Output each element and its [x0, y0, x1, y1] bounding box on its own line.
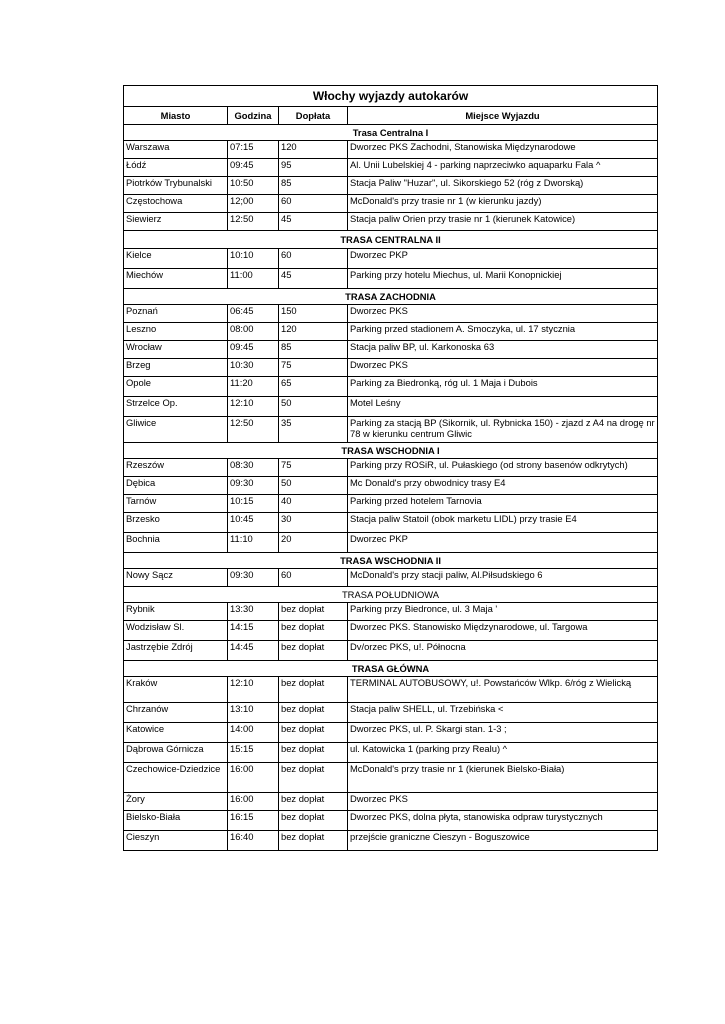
cell-city: Piotrków Trybunalski — [124, 177, 228, 195]
table-row — [124, 477, 658, 495]
cell-time: 12:10 — [228, 397, 279, 417]
cell-city: Miechów — [124, 269, 228, 289]
table-row — [124, 831, 658, 851]
table-row — [124, 513, 658, 533]
section-title: TRASA CENTRALNA II — [124, 231, 658, 249]
cell-departure-place: Dworzec PKS — [348, 305, 658, 323]
cell-time: 13:10 — [228, 703, 279, 723]
table-row — [124, 569, 658, 587]
cell-surcharge: bez dopłat — [279, 621, 348, 641]
cell-time: 09:30 — [228, 569, 279, 587]
column-header-departure-place: Miejsce Wyjazdu — [348, 107, 658, 125]
document-title: Włochy wyjazdy autokarów — [124, 86, 658, 107]
cell-departure-place: Parking przy Biedronce, ul. 3 Maja ' — [348, 603, 658, 621]
cell-departure-place: Stacja paliw Statoil (obok marketu LIDL) przy trasie E4 — [348, 513, 658, 533]
cell-surcharge: 60 — [279, 195, 348, 213]
cell-surcharge: 65 — [279, 377, 348, 397]
section-row — [124, 587, 658, 603]
table-row — [124, 269, 658, 289]
column-header-city: Miasto — [124, 107, 228, 125]
table-row — [124, 723, 658, 743]
cell-city: Kraków — [124, 677, 228, 703]
cell-city: Łódź — [124, 159, 228, 177]
cell-surcharge: 20 — [279, 533, 348, 553]
cell-time: 10:15 — [228, 495, 279, 513]
cell-surcharge: 75 — [279, 359, 348, 377]
cell-time: 06:45 — [228, 305, 279, 323]
cell-time: 14:15 — [228, 621, 279, 641]
cell-surcharge: bez dopłat — [279, 811, 348, 831]
cell-city: Bielsko-Biała — [124, 811, 228, 831]
table-row — [124, 703, 658, 723]
cell-city: Katowice — [124, 723, 228, 743]
cell-departure-place: Mc Donald's przy obwodnicy trasy E4 — [348, 477, 658, 495]
cell-departure-place: Parking za stacją BP (Sikornik, ul. Rybnicka 150) - zjazd z A4 na drogę nr 78 w kierunku centrum Gliwic — [348, 417, 658, 443]
cell-city: Żory — [124, 793, 228, 811]
cell-time: 09:45 — [228, 159, 279, 177]
cell-city: Wrocław — [124, 341, 228, 359]
table-row — [124, 177, 658, 195]
cell-departure-place: Parking za Biedronką, róg ul. 1 Maja i Dubois — [348, 377, 658, 397]
section-row — [124, 231, 658, 249]
cell-time: 11:00 — [228, 269, 279, 289]
section-title: TRASA GŁÓWNA — [124, 661, 658, 677]
cell-surcharge: 45 — [279, 213, 348, 231]
cell-time: 14:45 — [228, 641, 279, 661]
cell-time: 16:15 — [228, 811, 279, 831]
section-row — [124, 289, 658, 305]
cell-surcharge: 40 — [279, 495, 348, 513]
table-row — [124, 341, 658, 359]
cell-time: 13:30 — [228, 603, 279, 621]
cell-surcharge: 45 — [279, 269, 348, 289]
cell-surcharge: bez dopłat — [279, 703, 348, 723]
cell-departure-place: Dworzec PKP — [348, 249, 658, 269]
cell-time: 09:45 — [228, 341, 279, 359]
table-row — [124, 641, 658, 661]
table-row — [124, 141, 658, 159]
section-row — [124, 443, 658, 459]
section-title: TRASA POŁUDNIOWA — [124, 587, 658, 603]
cell-city: Rzeszów — [124, 459, 228, 477]
cell-surcharge: bez dopłat — [279, 641, 348, 661]
section-title: Trasa Centralna I — [124, 125, 658, 141]
cell-time: 09:30 — [228, 477, 279, 495]
cell-departure-place: Dworzec PKS — [348, 359, 658, 377]
cell-surcharge: 35 — [279, 417, 348, 443]
cell-surcharge: 60 — [279, 249, 348, 269]
cell-time: 10:50 — [228, 177, 279, 195]
cell-departure-place: Motel Leśny — [348, 397, 658, 417]
table-row — [124, 359, 658, 377]
cell-departure-place: Stacja paliw Orien przy trasie nr 1 (kierunek Katowice) — [348, 213, 658, 231]
cell-departure-place: Dworzec PKP — [348, 533, 658, 553]
cell-time: 16:40 — [228, 831, 279, 851]
cell-departure-place: Stacja paliw BP, ul. Karkonoska 63 — [348, 341, 658, 359]
table-row — [124, 603, 658, 621]
cell-city: Chrzanów — [124, 703, 228, 723]
table-row — [124, 533, 658, 553]
cell-time: 08:30 — [228, 459, 279, 477]
table-body — [124, 125, 658, 851]
cell-surcharge: bez dopłat — [279, 763, 348, 793]
cell-surcharge: bez dopłat — [279, 603, 348, 621]
table-row — [124, 249, 658, 269]
cell-time: 10:45 — [228, 513, 279, 533]
column-header-time: Godzina — [228, 107, 279, 125]
table-row — [124, 159, 658, 177]
cell-departure-place: Dv/orzec PKS, u!. Północna — [348, 641, 658, 661]
cell-city: Leszno — [124, 323, 228, 341]
table-row — [124, 305, 658, 323]
cell-departure-place: Dworzec PKS — [348, 793, 658, 811]
table-row — [124, 793, 658, 811]
table-row — [124, 495, 658, 513]
cell-surcharge: 95 — [279, 159, 348, 177]
cell-time: 07:15 — [228, 141, 279, 159]
cell-surcharge: 50 — [279, 397, 348, 417]
cell-city: Jastrzębie Zdrój — [124, 641, 228, 661]
cell-departure-place: McDonald's przy trasie nr 1 (kierunek Bielsko-Biała) — [348, 763, 658, 793]
cell-city: Bochnia — [124, 533, 228, 553]
cell-surcharge: 120 — [279, 141, 348, 159]
table-row — [124, 417, 658, 443]
cell-city: Siewierz — [124, 213, 228, 231]
cell-surcharge: bez dopłat — [279, 723, 348, 743]
table-row — [124, 323, 658, 341]
cell-city: Wodzisław Sl. — [124, 621, 228, 641]
cell-city: Rybnik — [124, 603, 228, 621]
table-row — [124, 811, 658, 831]
cell-departure-place: Parking przed hotelem Tarnovia — [348, 495, 658, 513]
cell-surcharge: 50 — [279, 477, 348, 495]
cell-departure-place: TERMINAL AUTOBUSOWY, u!. Powstańców Wlkp. 6/róg z Wielicką — [348, 677, 658, 703]
cell-departure-place: ul. Katowicka 1 (parking przy Realu) ^ — [348, 743, 658, 763]
cell-departure-place: Stacja paliw SHELL, ul. Trzebińska < — [348, 703, 658, 723]
cell-city: Cieszyn — [124, 831, 228, 851]
cell-city: Kielce — [124, 249, 228, 269]
cell-city: Strzelce Op. — [124, 397, 228, 417]
cell-departure-place: McDonald's przy stacji paliw, Al.Piłsudskiego 6 — [348, 569, 658, 587]
cell-surcharge: bez dopłat — [279, 831, 348, 851]
cell-time: 12:10 — [228, 677, 279, 703]
cell-city: Opole — [124, 377, 228, 397]
section-row — [124, 125, 658, 141]
cell-departure-place: Stacja Paliw "Huzar", ul. Sikorskiego 52 (róg z Dworską) — [348, 177, 658, 195]
cell-time: 11:10 — [228, 533, 279, 553]
departures-table — [123, 85, 658, 851]
table-row — [124, 763, 658, 793]
cell-surcharge: 75 — [279, 459, 348, 477]
cell-city: Gliwice — [124, 417, 228, 443]
cell-city: Brzeg — [124, 359, 228, 377]
section-title: TRASA ZACHODNIA — [124, 289, 658, 305]
table-row — [124, 377, 658, 397]
cell-city: Warszawa — [124, 141, 228, 159]
cell-time: 10:30 — [228, 359, 279, 377]
section-row — [124, 553, 658, 569]
cell-time: 14:00 — [228, 723, 279, 743]
cell-time: 10:10 — [228, 249, 279, 269]
cell-city: Poznań — [124, 305, 228, 323]
cell-time: 08:00 — [228, 323, 279, 341]
table-row — [124, 621, 658, 641]
cell-departure-place: McDonald's przy trasie nr 1 (w kierunku jazdy) — [348, 195, 658, 213]
cell-city: Nowy Sącz — [124, 569, 228, 587]
cell-surcharge: bez dopłat — [279, 743, 348, 763]
table-row — [124, 397, 658, 417]
table-row — [124, 195, 658, 213]
cell-departure-place: Parking przy ROSiR, ul. Pułaskiego (od strony basenów odkrytych) — [348, 459, 658, 477]
cell-departure-place: Dworzec PKS Zachodni, Stanowiska Międzynarodowe — [348, 141, 658, 159]
cell-surcharge: 30 — [279, 513, 348, 533]
cell-time: 16:00 — [228, 793, 279, 811]
column-header-surcharge: Dopłata — [279, 107, 348, 125]
table-row — [124, 459, 658, 477]
cell-surcharge: 85 — [279, 177, 348, 195]
cell-city: Czechowice-Dziedzice — [124, 763, 228, 793]
cell-time: 12:50 — [228, 213, 279, 231]
cell-time: 12:50 — [228, 417, 279, 443]
cell-departure-place: Parking przed stadionem A. Smoczyka, ul. 17 stycznia — [348, 323, 658, 341]
cell-departure-place: Dworzec PKS, dolna płyta, stanowiska odpraw turystycznych — [348, 811, 658, 831]
cell-city: Dębica — [124, 477, 228, 495]
cell-city: Częstochowa — [124, 195, 228, 213]
section-row — [124, 661, 658, 677]
cell-departure-place: Dworzec PKS. Stanowisko Międzynarodowe, ul. Targowa — [348, 621, 658, 641]
cell-surcharge: 85 — [279, 341, 348, 359]
section-title: TRASA WSCHODNIA II — [124, 553, 658, 569]
cell-time: 15:15 — [228, 743, 279, 763]
cell-time: 12;00 — [228, 195, 279, 213]
cell-time: 11:20 — [228, 377, 279, 397]
cell-surcharge: 120 — [279, 323, 348, 341]
cell-surcharge: bez dopłat — [279, 793, 348, 811]
cell-departure-place: Parking przy hotelu Miechus, ul. Marii Konopnickiej — [348, 269, 658, 289]
cell-time: 16:00 — [228, 763, 279, 793]
cell-city: Brzesko — [124, 513, 228, 533]
cell-surcharge: bez dopłat — [279, 677, 348, 703]
section-title: TRASA WSCHODNIA I — [124, 443, 658, 459]
cell-departure-place: Al. Unii Lubelskiej 4 - parking naprzeciwko aquaparku Fala ^ — [348, 159, 658, 177]
cell-departure-place: Dworzec PKS, ul. P. Skargi stan. 1-3 ; — [348, 723, 658, 743]
table-row — [124, 677, 658, 703]
cell-departure-place: przejście graniczne Cieszyn - Boguszowice — [348, 831, 658, 851]
cell-surcharge: 60 — [279, 569, 348, 587]
cell-city: Tarnów — [124, 495, 228, 513]
cell-surcharge: 150 — [279, 305, 348, 323]
table-row — [124, 743, 658, 763]
table-row — [124, 213, 658, 231]
cell-city: Dąbrowa Górnicza — [124, 743, 228, 763]
